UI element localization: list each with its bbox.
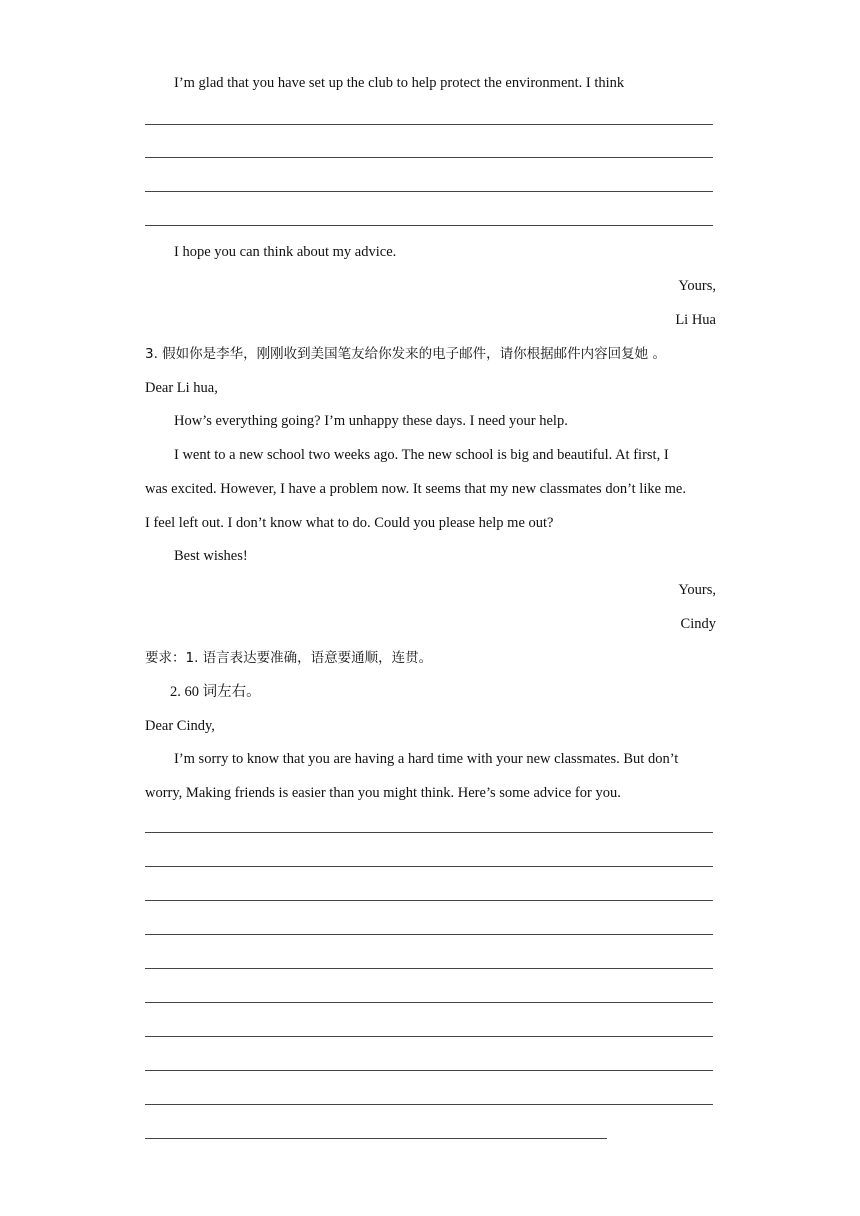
answer-line <box>145 832 713 833</box>
answer-line <box>145 225 713 226</box>
email-wishes: Best wishes! <box>174 548 248 564</box>
answer-line <box>145 191 713 192</box>
email-paragraph-2-line-2: was excited. However, I have a problem now. It seems that my new classmates don’t like me. <box>145 481 686 497</box>
answer-line <box>145 866 713 867</box>
requirement-2: 2. 60 词左右。 <box>170 684 261 700</box>
answer-line <box>145 900 713 901</box>
answer-line <box>145 1070 713 1071</box>
reply-line-1: I’m sorry to know that you are having a hard time with your new classmates. But don’t <box>174 751 679 767</box>
answer-line <box>145 1036 713 1037</box>
question3-prompt: 3. 假如你是李华，刚刚收到美国笔友给你发来的电子邮件，请你根据邮件内容回复她 。 <box>145 346 666 362</box>
answer-line <box>145 1138 607 1139</box>
email-signature: Cindy <box>680 616 716 632</box>
answer-line <box>145 968 713 969</box>
section2-signoff: Yours, <box>678 278 716 294</box>
requirement-1: 要求：1. 语言表达要准确，语意要通顺，连贯。 <box>145 650 433 666</box>
email-paragraph-1: How’s everything going? I’m unhappy these days. I need your help. <box>174 413 568 429</box>
section2-lead-text: I’m glad that you have set up the club to help protect the environment. I think <box>174 75 625 91</box>
email-paragraph-2-line-1: I went to a new school two weeks ago. The new school is big and beautiful. At first, I <box>174 447 669 463</box>
answer-line <box>145 934 713 935</box>
email-signoff: Yours, <box>678 582 716 598</box>
section2-closing-text: I hope you can think about my advice. <box>174 244 397 260</box>
answer-line <box>145 124 713 125</box>
reply-line-2: worry, Making friends is easier than you might think. Here’s some advice for you. <box>145 785 621 801</box>
reply-greeting: Dear Cindy, <box>145 718 215 734</box>
email-paragraph-2-line-3: I feel left out. I don’t know what to do. Could you please help me out? <box>145 515 554 531</box>
section2-signature: Li Hua <box>675 312 716 328</box>
answer-line <box>145 1002 713 1003</box>
answer-line <box>145 1104 713 1105</box>
email-greeting: Dear Li hua, <box>145 380 218 396</box>
answer-line <box>145 157 713 158</box>
